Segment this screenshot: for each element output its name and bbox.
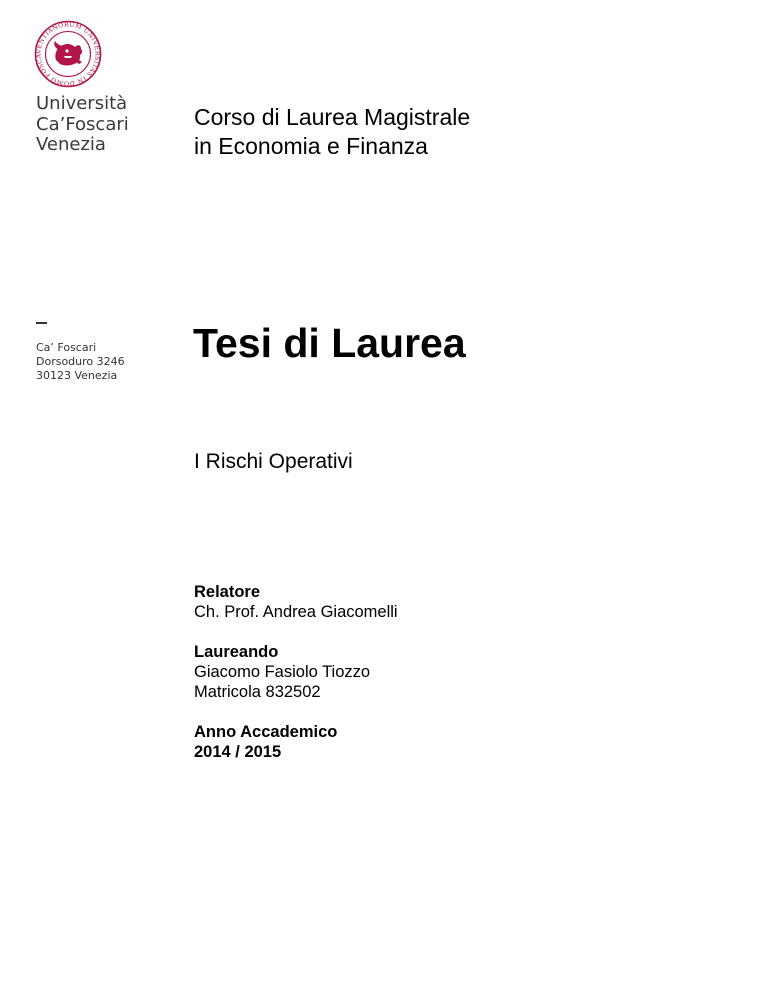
university-name-line2: Ca’Foscari (36, 113, 129, 135)
university-address (36, 341, 125, 383)
thesis-subject: I Rischi Operativi (194, 450, 353, 473)
anno-value: 2014 / 2015 (194, 743, 282, 761)
address-line3: 30123 Venezia (36, 369, 118, 382)
address-line1: Ca’ Foscari (36, 341, 97, 354)
university-name (36, 94, 129, 156)
laureando-label: Laureando (194, 643, 279, 661)
university-name-line1: Università (36, 93, 128, 114)
relatore-label: Relatore (194, 583, 261, 601)
seal-graphic (34, 20, 102, 88)
relatore-name: Ch. Prof. Andrea Giacomelli (194, 603, 398, 621)
course-name (194, 103, 470, 161)
seal-ring-text: VENTIANORUM UNIVERSITAS IN DOMO FOSCA (35, 21, 101, 87)
laureando-name: Giacomo Fasiolo Tiozzo (194, 663, 371, 681)
university-name-line3: Venezia (36, 134, 106, 155)
course-name-line1: Corso di Laurea Magistrale (194, 104, 471, 130)
laureando-block (194, 642, 370, 702)
laureando-matricola: Matricola 832502 (194, 683, 321, 701)
anno-label: Anno Accademico (194, 723, 338, 741)
divider-dash (36, 322, 47, 324)
course-name-line2: in Economia e Finanza (194, 133, 428, 159)
anno-block (194, 722, 337, 762)
address-line2: Dorsoduro 3246 (36, 355, 125, 368)
thesis-title: Tesi di Laurea (193, 320, 466, 366)
relatore-block (194, 582, 398, 622)
seal-icon (34, 20, 102, 88)
